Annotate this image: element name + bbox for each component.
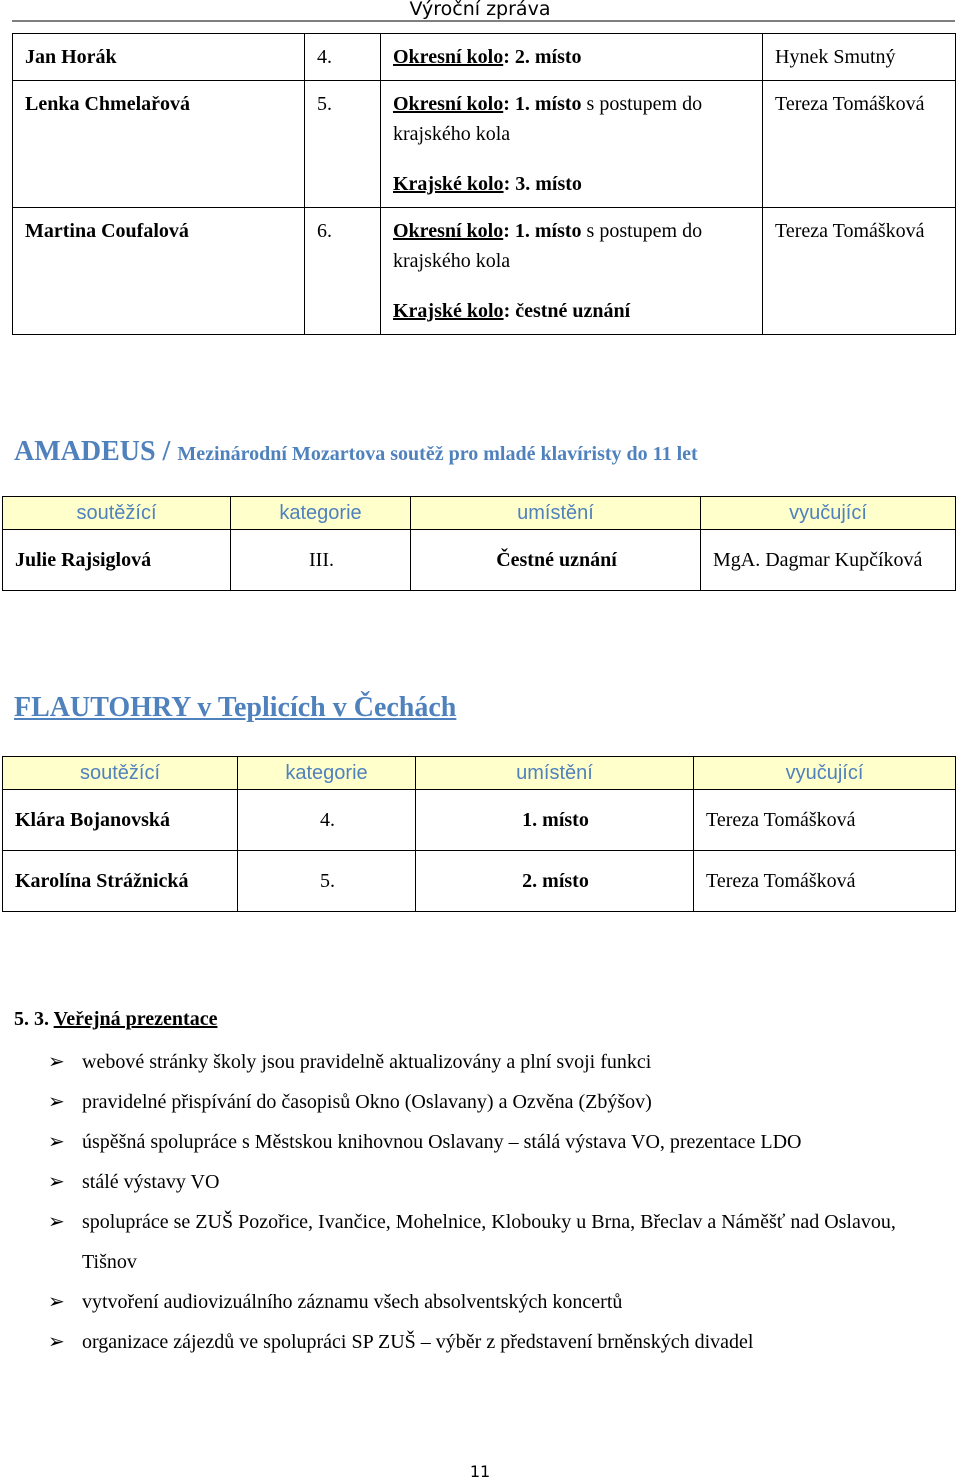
list-item <box>48 1282 948 1322</box>
list-item-text: pravidelné přispívání do časopisů Okno (Oslavany) a Ozvěna (Zbýšov) <box>82 1091 652 1113</box>
table-row <box>13 81 956 208</box>
column-header: vyučující <box>701 497 956 530</box>
table-row <box>13 208 956 335</box>
column-header: kategorie <box>238 757 416 790</box>
amadeus-table <box>2 496 956 591</box>
column-header: vyučující <box>694 757 956 790</box>
student-name: Jan Horák <box>13 34 305 81</box>
table-row <box>3 851 956 912</box>
placement: 1. místo <box>416 790 694 851</box>
result-note: s postupem do krajského kola <box>393 220 703 272</box>
result-line <box>393 42 752 72</box>
arrow-bullet-icon: ➢ <box>48 1131 65 1153</box>
arrow-bullet-icon: ➢ <box>48 1171 65 1193</box>
arrow-bullet-icon: ➢ <box>48 1051 65 1073</box>
student-name: Martina Coufalová <box>13 208 305 335</box>
list-item-text: stálé výstavy VO <box>82 1171 220 1193</box>
results-table-1 <box>12 33 956 335</box>
result-note: s postupem do krajského kola <box>393 93 703 145</box>
flautohry-title: FLAUTOHRY v Teplicích v Čechách <box>14 692 457 723</box>
header-row <box>3 497 956 530</box>
list-item-text: organizace zájezdů ve spolupráci SP ZUŠ – výběr z představení brněnských divadel <box>82 1331 754 1353</box>
page-number: 11 <box>469 1462 491 1481</box>
round-name: Krajské kolo <box>393 173 504 195</box>
results-cell <box>381 208 763 335</box>
place: : čestné uznání <box>503 300 631 322</box>
place: : 1. místo <box>503 93 582 115</box>
category: III. <box>231 530 411 591</box>
running-header: Výroční zpráva <box>409 0 551 20</box>
student-name: Julie Rajsiglová <box>3 530 231 591</box>
table-row <box>13 34 956 81</box>
list-item <box>48 1082 948 1122</box>
category: 5. <box>305 81 381 208</box>
round-name: Krajské kolo <box>393 300 504 322</box>
flautohry-table <box>2 756 956 912</box>
teacher: MgA. Dagmar Kupčíková <box>701 530 956 591</box>
list-item <box>48 1042 948 1082</box>
header-divider <box>12 20 955 22</box>
result-line <box>393 296 752 326</box>
table-row <box>3 530 956 591</box>
category: 4. <box>305 34 381 81</box>
student-name: Lenka Chmelařová <box>13 81 305 208</box>
student-name: Karolína Strážnická <box>3 851 238 912</box>
round-name: Okresní kolo <box>393 220 504 242</box>
list-item-text: webové stránky školy jsou pravidelně aktualizovány a plní svoji funkci <box>82 1051 652 1073</box>
header-row <box>3 757 956 790</box>
category: 4. <box>238 790 416 851</box>
category: 5. <box>238 851 416 912</box>
result-line <box>393 169 752 199</box>
teacher: Hynek Smutný <box>763 34 956 81</box>
arrow-bullet-icon: ➢ <box>48 1211 65 1233</box>
arrow-bullet-icon: ➢ <box>48 1091 65 1113</box>
result-line <box>393 89 752 149</box>
teacher: Tereza Tomášková <box>763 81 956 208</box>
placement: 2. místo <box>416 851 694 912</box>
list-item <box>48 1162 948 1202</box>
category: 6. <box>305 208 381 335</box>
column-header: kategorie <box>231 497 411 530</box>
list-item <box>48 1322 948 1362</box>
round-name: Okresní kolo <box>393 93 504 115</box>
place: : 1. místo <box>503 220 582 242</box>
teacher: Tereza Tomášková <box>694 851 956 912</box>
place: : 2. místo <box>503 46 582 68</box>
amadeus-title <box>14 436 698 468</box>
place: : 3. místo <box>503 173 582 195</box>
teacher: Tereza Tomášková <box>763 208 956 335</box>
list-item-text: vytvoření audiovizuálního záznamu všech absolventských koncertů <box>82 1291 623 1313</box>
placement: Čestné uznání <box>411 530 701 591</box>
list-item <box>48 1122 948 1162</box>
amadeus-title-sub: Mezinárodní Mozartova soutěž pro mladé klavíristy do 11 let <box>177 443 698 465</box>
presentation-list <box>48 1042 948 1362</box>
table-row <box>3 790 956 851</box>
section-heading <box>14 1008 217 1031</box>
column-header: soutěžící <box>3 757 238 790</box>
results-cell <box>381 81 763 208</box>
list-item-text: úspěšná spolupráce s Městskou knihovnou Oslavany – stálá výstava VO, prezentace LDO <box>82 1131 802 1153</box>
round-name: Okresní kolo <box>393 46 504 68</box>
result-line <box>393 216 752 276</box>
column-header: umístění <box>411 497 701 530</box>
student-name: Klára Bojanovská <box>3 790 238 851</box>
list-item <box>48 1202 948 1282</box>
amadeus-title-main: AMADEUS / <box>14 436 178 467</box>
arrow-bullet-icon: ➢ <box>48 1291 65 1313</box>
column-header: umístění <box>416 757 694 790</box>
arrow-bullet-icon: ➢ <box>48 1331 65 1353</box>
list-item-text: spolupráce se ZUŠ Pozořice, Ivančice, Mohelnice, Klobouky u Brna, Břeclav a Náměšť nad Oslavou, Tišnov <box>82 1211 896 1273</box>
section-number: 5. 3. <box>14 1008 49 1030</box>
teacher: Tereza Tomášková <box>694 790 956 851</box>
section-title: Veřejná prezentace <box>53 1008 218 1030</box>
column-header: soutěžící <box>3 497 231 530</box>
results-cell <box>381 34 763 81</box>
